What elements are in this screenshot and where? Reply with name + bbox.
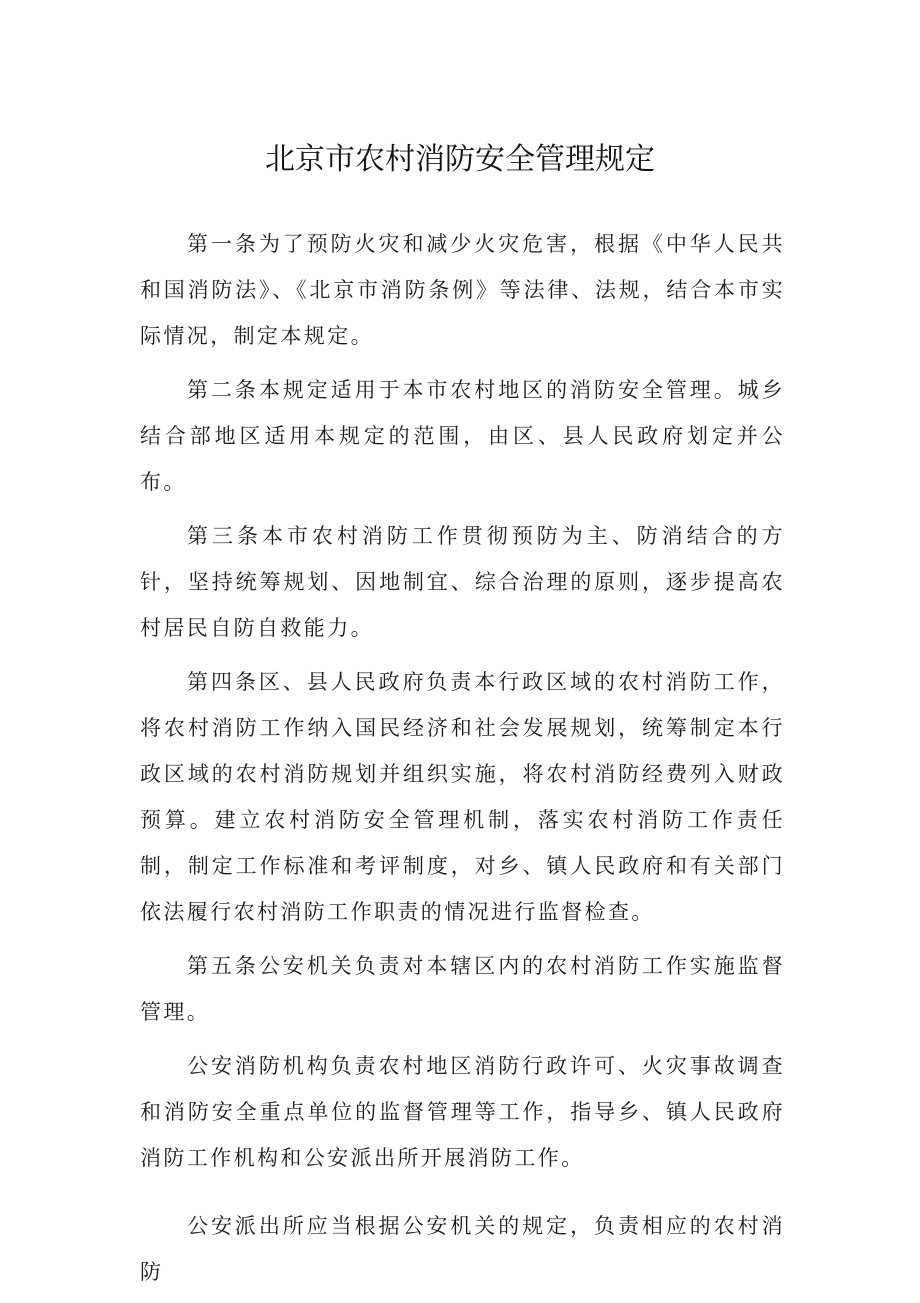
article-5-clause-2-paragraph: 公安消防机构负责农村地区消防行政许可、火灾事故调查和消防安全重点单位的监督管理等工作，指导乡、镇人民政府消防工作机构和公安派出所开展消防工作。 [140, 1054, 785, 1170]
article-3-paragraph: 第三条本市农村消防工作贯彻预防为主、防消结合的方针，坚持统筹规划、因地制宜、综合治理的原则，逐步提高农村居民自防自救能力。 [140, 524, 785, 640]
article-4-paragraph: 第四条区、县人民政府负责本行政区域的农村消防工作，将农村消防工作纳入国民经济和社会发展规划，统筹制定本行政区域的农村消防规划并组织实施，将农村消防经费列入财政预算。建立农村消防安全管理机制，落实农村消防工作责任制，制定工作标准和考评制度，对乡、镇人民政府和有关部门依法履行农村消防工作职责的情况进行监督检查。 [140, 670, 785, 924]
article-2-paragraph: 第二条本规定适用于本市农村地区的消防安全管理。城乡结合部地区适用本规定的范围，由区、县人民政府划定并公布。 [140, 378, 785, 494]
article-1-paragraph: 第一条为了预防火灾和减少火灾危害，根据《中华人民共和国消防法》、《北京市消防条例》等法律、法规，结合本市实际情况，制定本规定。 [140, 232, 785, 348]
document-body [140, 221, 785, 1303]
article-5-clause-3-paragraph: 公安派出所应当根据公安机关的规定，负责相应的农村消防 [140, 1214, 785, 1284]
document-title: 北京市农村消防安全管理规定 [265, 142, 655, 177]
article-5-paragraph: 第五条公安机关负责对本辖区内的农村消防工作实施监督管理。 [140, 954, 785, 1024]
